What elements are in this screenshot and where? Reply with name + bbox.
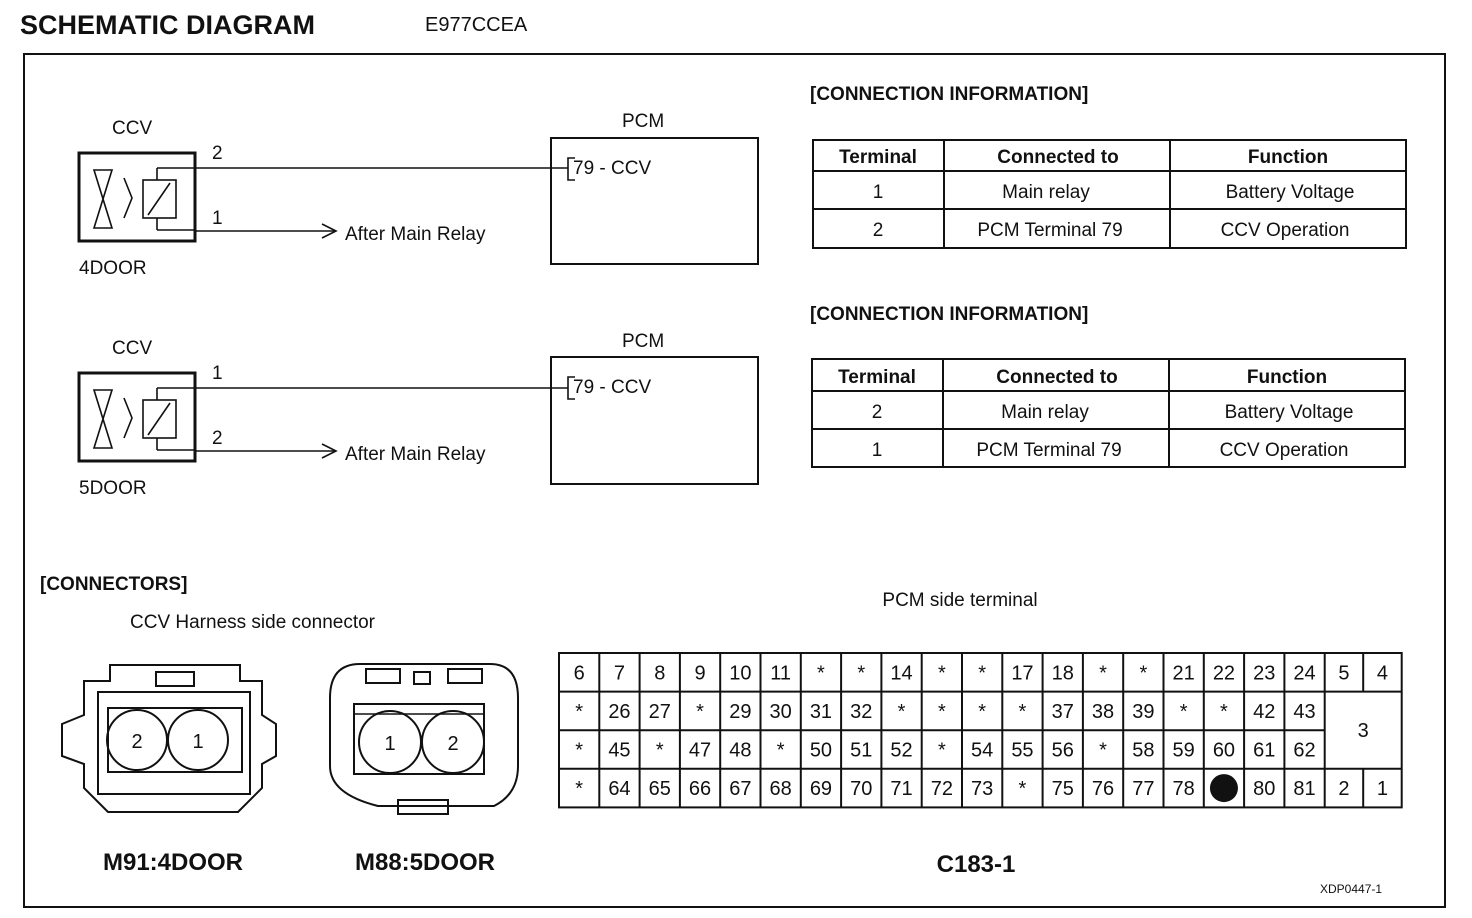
pcm-terminal-label: 79 - CCV: [573, 377, 652, 398]
terminal-cell: *: [575, 778, 584, 801]
terminal-cell: 48: [729, 739, 752, 762]
terminal-cell: 24: [1293, 662, 1316, 685]
terminal-cell: 60: [1212, 739, 1236, 762]
terminal-cell: *: [937, 662, 946, 685]
terminal-cell: *: [1099, 739, 1107, 762]
connectors-title: [CONNECTORS]: [40, 574, 188, 595]
terminal-cell: *: [978, 662, 987, 685]
terminal-cell: 22: [1212, 662, 1236, 685]
ccv-pin-top: 1: [212, 363, 223, 384]
terminal-cell: 76: [1091, 778, 1115, 801]
terminal-cell: 14: [890, 662, 913, 685]
table-cell: 2: [871, 402, 883, 423]
table-cell: 2: [872, 220, 884, 241]
ccv-label: CCV: [112, 118, 153, 139]
terminal-cell: *: [1018, 700, 1027, 723]
terminal-cell: *: [897, 700, 906, 723]
terminal-cell: 51: [850, 739, 873, 762]
ccv-label: CCV: [112, 338, 153, 359]
terminal-cell: *: [776, 739, 785, 762]
terminal-cell: 73: [971, 778, 994, 801]
terminal-cell: 8: [654, 662, 666, 685]
terminal-cell: 52: [890, 739, 913, 762]
harness-label: CCV Harness side connector: [130, 612, 375, 633]
terminal-cell: 10: [729, 662, 752, 685]
terminal-cell: 50: [809, 739, 833, 762]
terminal-cell: 69: [809, 778, 833, 801]
terminal-cell: 6: [573, 662, 585, 685]
table-title: [CONNECTION INFORMATION]: [810, 304, 1089, 325]
terminal-cell: 56: [1051, 739, 1074, 762]
pin-label: 2: [131, 731, 143, 753]
terminal-cell: *: [817, 662, 825, 685]
terminal-cell: 18: [1051, 662, 1074, 685]
terminal-cell: 29: [729, 700, 752, 723]
terminal-cell: 37: [1051, 700, 1074, 723]
variant-label: 5DOOR: [79, 478, 147, 499]
pin-label: 2: [447, 733, 459, 755]
terminal-cell: 38: [1091, 700, 1115, 723]
terminal-cell: 32: [850, 700, 873, 723]
terminal-cell: 31: [809, 700, 833, 723]
connection-table-1: [810, 84, 1406, 248]
terminal-cell: *: [696, 700, 704, 723]
terminal-cell: 77: [1132, 778, 1155, 801]
terminal-cell: 72: [930, 778, 953, 801]
header-function: Function: [1247, 147, 1329, 168]
terminal-cell: 2: [1338, 778, 1350, 801]
terminal-cell: 21: [1172, 662, 1195, 685]
terminal-cell: 47: [688, 739, 712, 762]
terminal-cell: 26: [608, 700, 631, 723]
table-cell: 1: [872, 182, 884, 203]
table-cell: CCV Operation: [1219, 440, 1349, 461]
terminal-cell: 3: [1357, 720, 1369, 743]
terminal-cell: 11: [770, 662, 792, 685]
terminal-cell: 42: [1253, 700, 1276, 723]
connector-m88: [330, 664, 518, 876]
terminal-cell: *: [655, 739, 664, 762]
terminal-cell: 81: [1293, 778, 1316, 801]
terminal-cell: 66: [688, 778, 712, 801]
ccv-pin-top: 2: [212, 143, 223, 164]
terminal-cell: 4: [1376, 662, 1389, 685]
terminal-cell: *: [575, 739, 584, 762]
terminal-cell: 78: [1172, 778, 1195, 801]
header-function: Function: [1246, 367, 1328, 388]
terminal-cell: 7: [613, 662, 626, 685]
terminal-cell: 9: [694, 662, 706, 685]
terminal-cell: 65: [648, 778, 671, 801]
table-cell: Main relay: [1002, 182, 1090, 203]
header-terminal: Terminal: [838, 367, 916, 388]
terminal-cell: 17: [1011, 662, 1034, 685]
relay-label: After Main Relay: [345, 224, 486, 245]
pcm-terminal-grid: [559, 653, 1402, 807]
valve-symbol-icon: [94, 388, 195, 450]
terminal-cell: *: [978, 700, 987, 723]
terminal-cell: 61: [1253, 739, 1276, 762]
terminal-cell: 70: [850, 778, 873, 801]
terminal-cell: 23: [1253, 662, 1276, 685]
table-title: [CONNECTION INFORMATION]: [810, 84, 1089, 105]
terminal-cell: 43: [1293, 700, 1316, 723]
schematic-5door: [79, 331, 758, 499]
ccv-pin-bottom: 1: [212, 208, 223, 229]
variant-label: 4DOOR: [79, 258, 147, 279]
diagram-code: E977CCEA: [425, 14, 528, 36]
terminal-cell: 1: [1376, 778, 1389, 801]
terminal-cell: *: [937, 700, 946, 723]
terminal-cell: *: [1220, 700, 1228, 723]
table-cell: 1: [871, 440, 883, 461]
terminal-cell: 62: [1293, 739, 1316, 762]
table-cell: Battery Voltage: [1224, 402, 1354, 423]
table-cell: Main relay: [1001, 402, 1089, 423]
terminal-cell: *: [937, 739, 946, 762]
valve-symbol-icon: [94, 168, 195, 230]
schematic-4door: [79, 111, 758, 279]
table-cell: PCM Terminal 79: [977, 220, 1123, 241]
terminal-79-marker-icon: [1210, 774, 1238, 802]
pcm-label: PCM: [622, 111, 665, 132]
header-connected-to: Connected to: [996, 367, 1118, 388]
pin-label: 1: [192, 731, 204, 753]
terminal-cell: 71: [890, 778, 913, 801]
relay-label: After Main Relay: [345, 444, 486, 465]
terminal-cell: 68: [769, 778, 792, 801]
table-cell: PCM Terminal 79: [976, 440, 1122, 461]
connector-label: M91:4DOOR: [102, 849, 244, 876]
terminal-cell: 45: [608, 739, 631, 762]
pcm-terminal-title: PCM side terminal: [882, 590, 1038, 611]
connector-label: M88:5DOOR: [354, 849, 496, 876]
connection-table-2: [810, 304, 1405, 467]
terminal-cell: 67: [729, 778, 752, 801]
terminal-cell: 54: [971, 739, 994, 762]
pcm-box: [551, 138, 758, 264]
terminal-cell: 80: [1253, 778, 1276, 801]
connector-m91: [62, 665, 276, 876]
table-cell: CCV Operation: [1220, 220, 1350, 241]
terminal-cell: 55: [1011, 739, 1034, 762]
terminal-cell: 39: [1132, 700, 1155, 723]
terminal-cell: *: [857, 662, 866, 685]
header-connected-to: Connected to: [997, 147, 1119, 168]
terminal-cell: *: [1018, 778, 1027, 801]
terminal-cell: *: [1099, 662, 1107, 685]
terminal-cell: *: [575, 700, 584, 723]
terminal-cell: 75: [1051, 778, 1074, 801]
pcm-terminal-label: 79 - CCV: [573, 158, 652, 179]
ccv-pin-bottom: 2: [212, 428, 223, 449]
terminal-cell: 27: [648, 700, 671, 723]
pcm-label: PCM: [622, 331, 665, 352]
header-terminal: Terminal: [839, 147, 917, 168]
terminal-cell: 64: [608, 778, 631, 801]
pin-label: 1: [384, 733, 396, 755]
terminal-cell: *: [1139, 662, 1148, 685]
terminal-cell: 5: [1338, 662, 1350, 685]
table-cell: Battery Voltage: [1225, 182, 1355, 203]
reference-code: XDP0447-1: [1320, 882, 1383, 896]
terminal-cell: *: [1179, 700, 1188, 723]
terminal-cell: 58: [1132, 739, 1155, 762]
terminal-cell: 59: [1172, 739, 1195, 762]
pcm-connector-label: C183-1: [936, 851, 1016, 878]
page-title: SCHEMATIC DIAGRAM: [20, 10, 315, 40]
terminal-cell: 30: [769, 700, 792, 723]
